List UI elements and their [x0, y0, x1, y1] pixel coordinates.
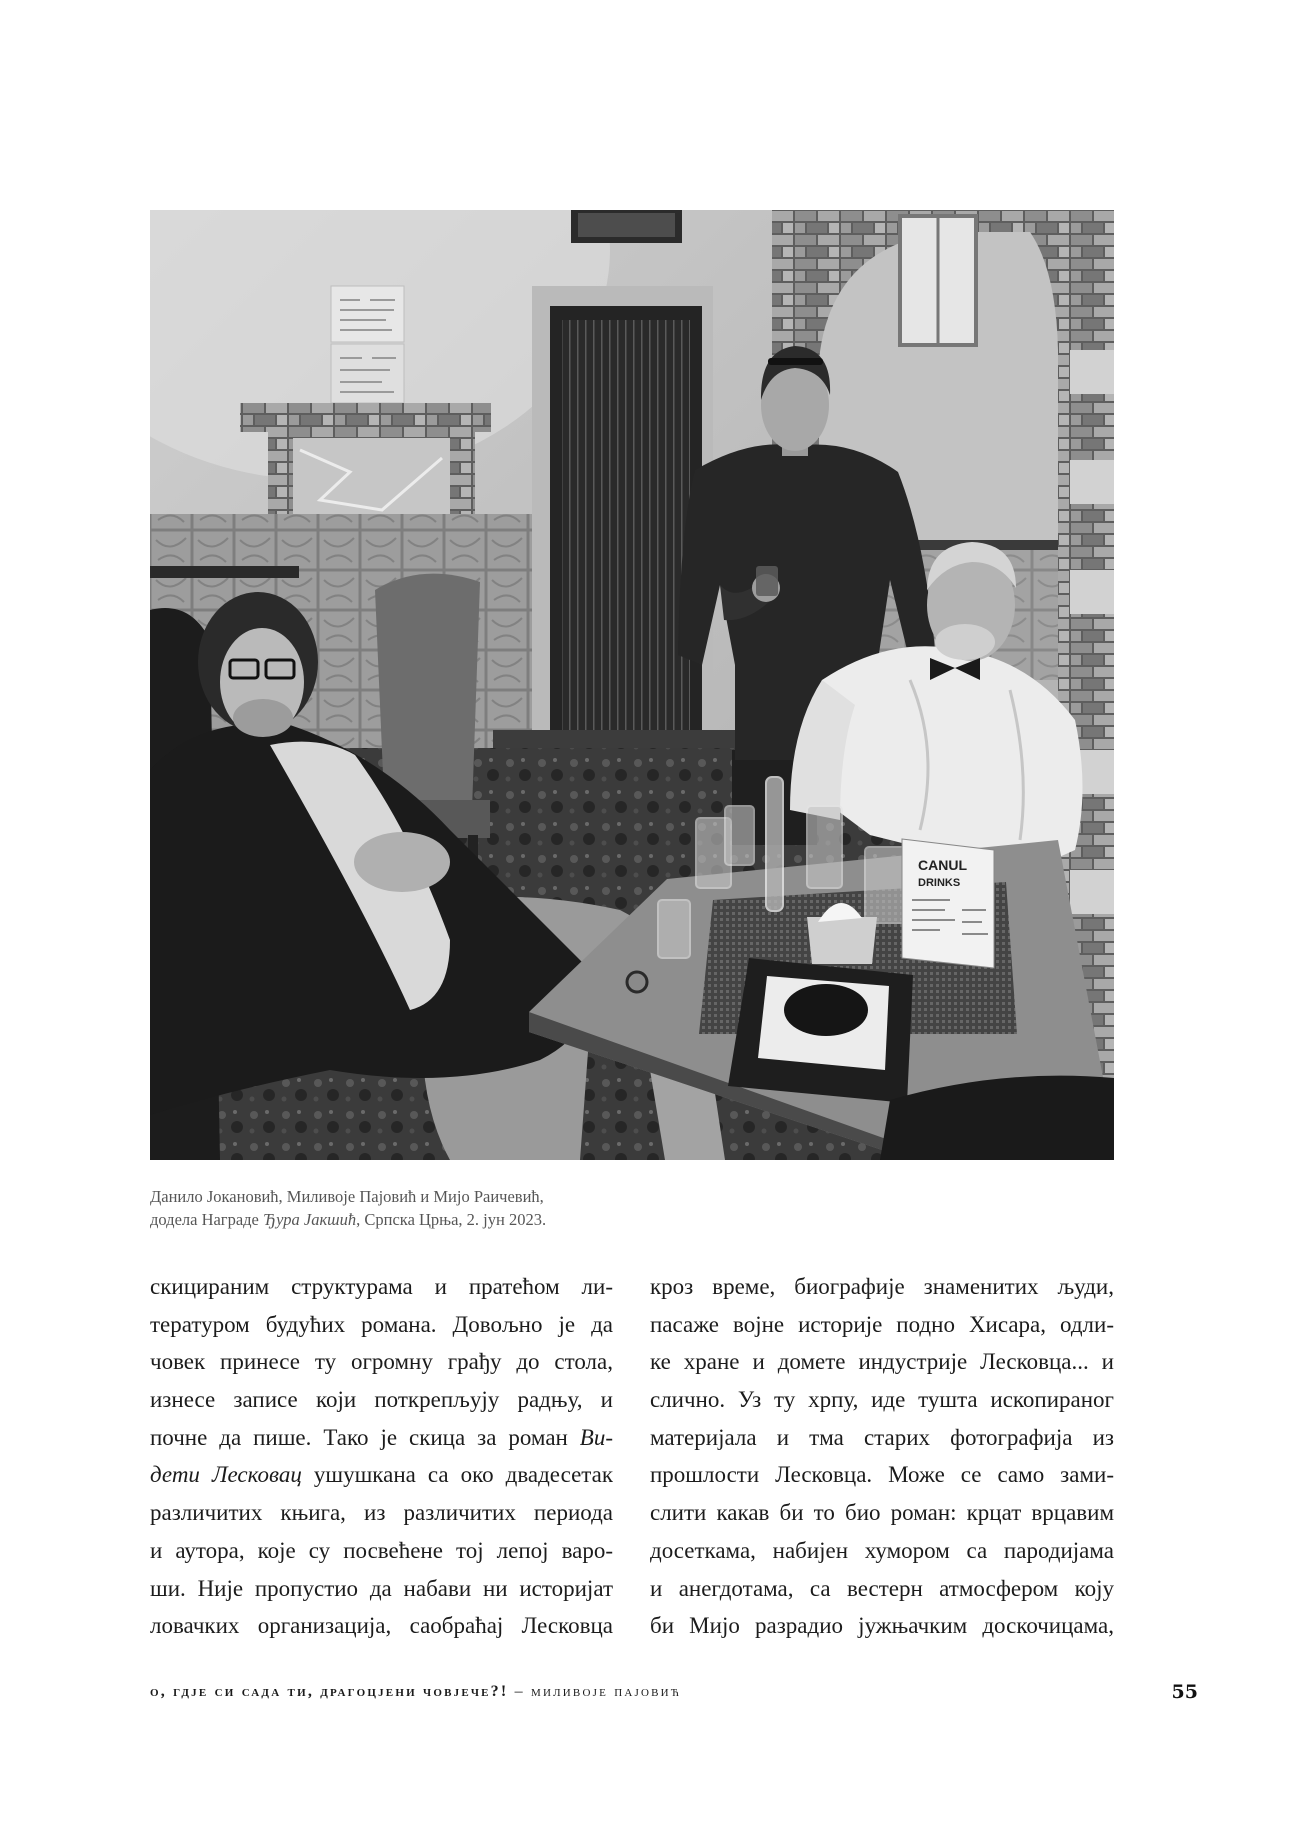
- menu-card-brand: CANUL: [918, 857, 967, 873]
- tissue-holder: [807, 917, 877, 964]
- running-head-separator: –: [514, 1683, 525, 1700]
- novel-title-part-1: Ви-: [579, 1424, 613, 1450]
- wall-ledge: [150, 566, 299, 578]
- text-line: кроз време, биографије знаменитих људи,: [650, 1274, 1114, 1299]
- caption-line-1: Данило Јокановић, Миливоје Пајовић и Мијо Раичевић,: [150, 1187, 544, 1206]
- text-line: ке хране и домете индустрије Лесковца... и: [650, 1349, 1114, 1375]
- text-line: човек принесе ту огромну грађу до стола,: [150, 1349, 613, 1375]
- glass-4: [807, 806, 842, 888]
- glass-1: [658, 900, 690, 958]
- text-line: и анегдотама, са вестерн атмосфером коју: [650, 1575, 1114, 1601]
- menu-card: [902, 839, 994, 968]
- caption-line-2: [150, 1209, 850, 1232]
- novel-title-part-2: дети Лесковац: [150, 1462, 302, 1488]
- caption-line-2-text: додела Награде: [150, 1209, 263, 1229]
- caption-award-name: Ђура Јакшић: [263, 1209, 357, 1229]
- water-bottle: [766, 777, 783, 911]
- glasses-case: [784, 984, 868, 1036]
- text-line: слити какав би то био роман: крцат врцавим: [650, 1500, 1114, 1526]
- text-line: материјала и тма старих фотографија из: [650, 1424, 1114, 1450]
- wall-menu-posters: [331, 286, 404, 403]
- bottle-cap: [627, 972, 647, 992]
- text-line: би Мијо разрадио јужњачким доскочицама,: [650, 1613, 1114, 1639]
- photo-scene: [150, 210, 1114, 1160]
- text-line: почне да пише. Тако је скица за роман Ви-: [150, 1424, 613, 1450]
- left-man-beard: [233, 699, 293, 737]
- text-line: скицираним структурама и пратећом ли-: [150, 1274, 613, 1299]
- glass-5: [865, 847, 906, 923]
- folder-on-table: [728, 958, 913, 1103]
- bead-curtain: [562, 320, 690, 740]
- text-line: прошлости Лесковца. Може се само зами-: [650, 1462, 1114, 1488]
- text-line: пасаже војне историје подно Хисара, одли-: [650, 1311, 1114, 1337]
- text-line: дети Лесковац ушушкана са око двадесетак: [150, 1462, 613, 1488]
- right-man-beard: [935, 624, 995, 660]
- text-line: тературом будућих романа. Довољно је да: [150, 1311, 613, 1337]
- text-line: и аутора, које су посвећене тој лепој варо-: [150, 1537, 613, 1563]
- photo-caption: [150, 1186, 850, 1231]
- running-head-title: о, гдје си сада ти, драгоцјени човјече?!: [150, 1683, 509, 1700]
- left-man-hands: [354, 832, 450, 892]
- column-niche-2: [1070, 460, 1114, 504]
- menu-poster-lower: [331, 344, 404, 403]
- running-head: [150, 1680, 681, 1704]
- glass-3: [725, 806, 754, 865]
- column-niche-1: [1070, 350, 1114, 394]
- text-line: ловачких организација, саобраћај Лесковца: [150, 1613, 613, 1639]
- sunglasses-on-head: [768, 358, 823, 365]
- text-line: ши. Није пропустио да набави ни историјат: [150, 1575, 613, 1601]
- frame-inner: [578, 213, 675, 237]
- text-line: досеткама, набијен хумором са пародијама: [650, 1537, 1114, 1563]
- photo: [150, 210, 1114, 1160]
- menu-card-label: DRINKS: [918, 877, 961, 889]
- standing-man-glass: [756, 566, 778, 596]
- body-column-left: [150, 1268, 613, 1645]
- wall-picture-frame: [571, 210, 682, 243]
- menu-poster-upper: [331, 286, 404, 342]
- column-niche-3: [1070, 570, 1114, 614]
- text-line: слично. Уз ту хрпу, иде тушта ископираног: [650, 1387, 1114, 1413]
- running-head-author: миливоје пајовић: [531, 1683, 682, 1700]
- column-niche-5: [1070, 870, 1114, 914]
- caption-line-2-rest: , Српска Црња, 2. јун 2023.: [356, 1209, 547, 1229]
- stone-mantle: [240, 403, 491, 514]
- body-column-right: [650, 1268, 1114, 1645]
- mantle-recess: [293, 438, 450, 514]
- page-number: 55: [1171, 1681, 1198, 1703]
- text-line: различитих књига, из различитих периода: [150, 1500, 613, 1526]
- text-line: изнесе записе који поткрепљују радњу, и: [150, 1387, 613, 1413]
